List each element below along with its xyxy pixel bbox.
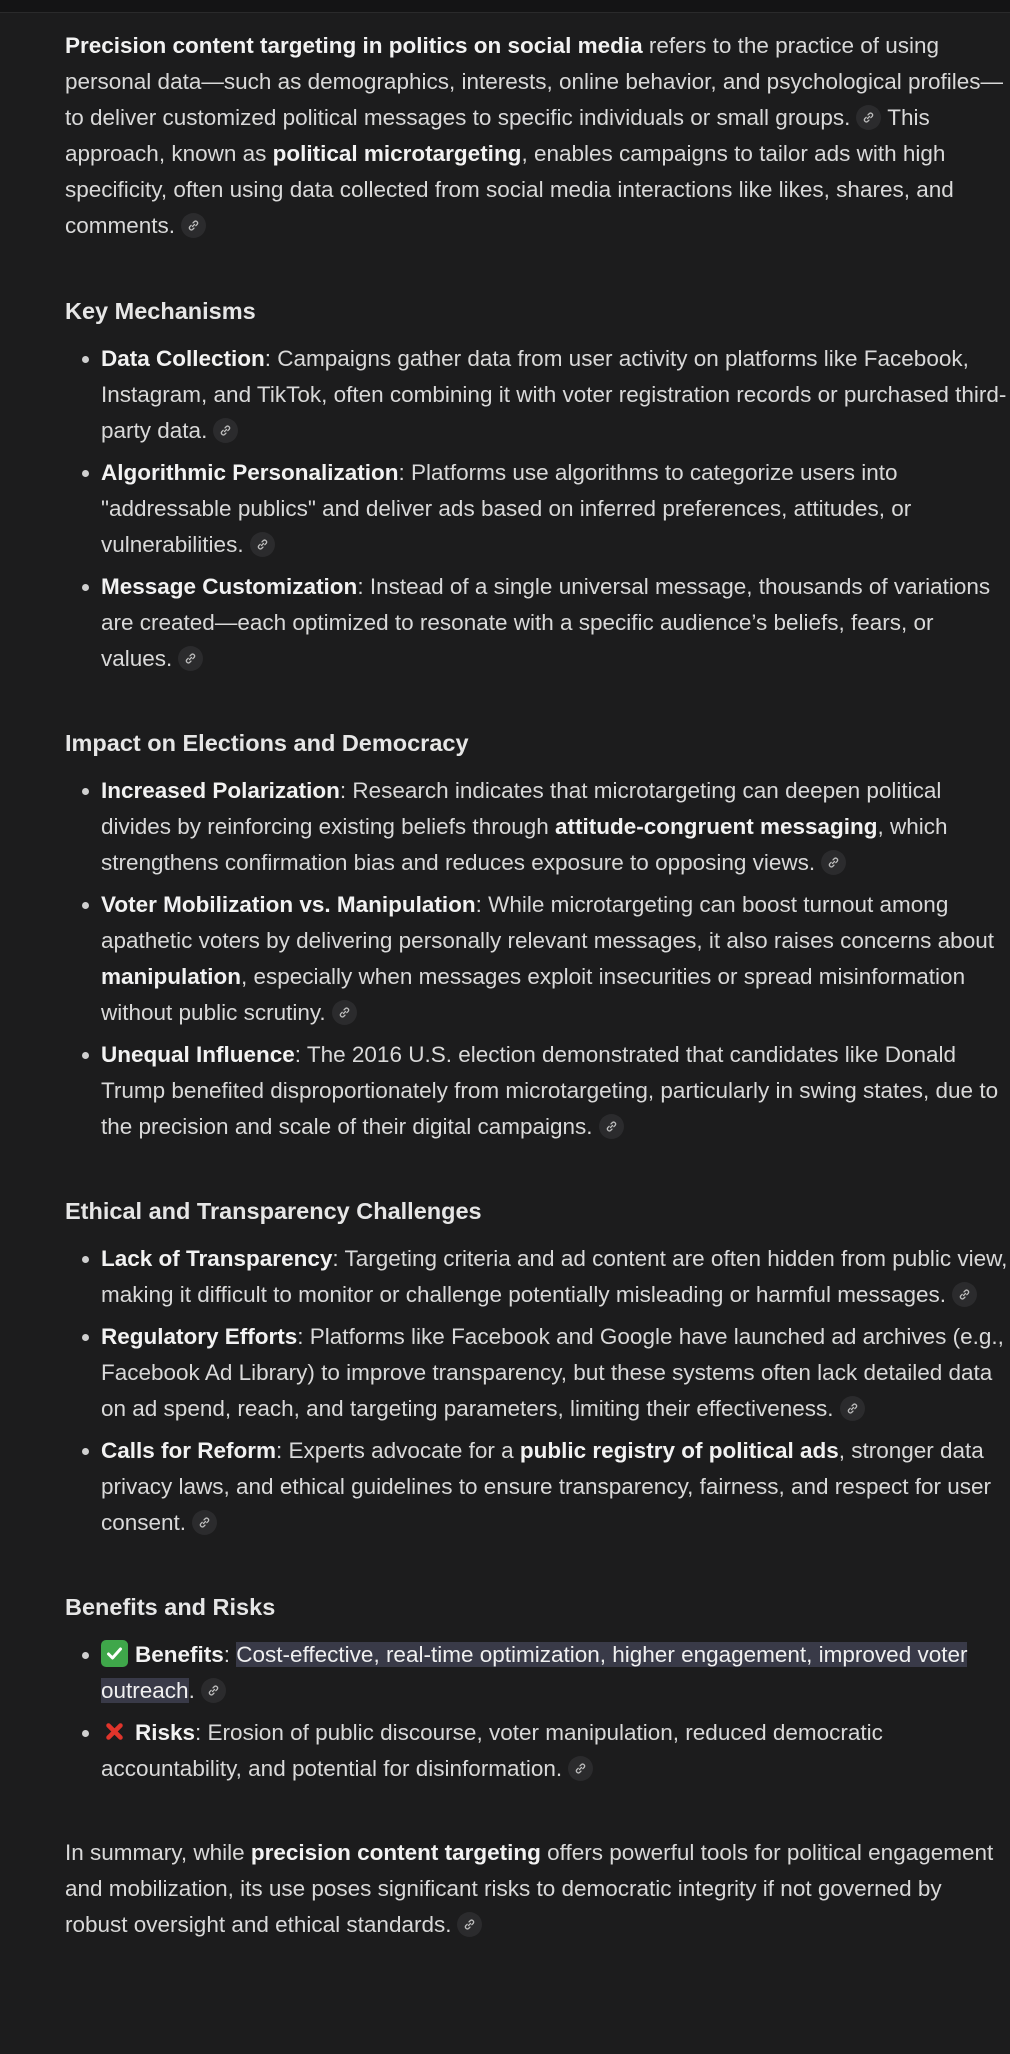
item-bold-label: Increased Polarization bbox=[101, 778, 340, 803]
citation-link-icon[interactable] bbox=[952, 1282, 977, 1307]
item-text: : The 2016 U.S. election demonstrated that candidates like Donald Trump benefited disproportionately from microtargeting, particularly in swing states, due to the precision and scale of their digital campaigns. bbox=[101, 1042, 999, 1139]
intro-bold-term: Precision content targeting in politics on social media bbox=[65, 33, 643, 58]
citation-link-icon[interactable] bbox=[178, 646, 203, 671]
list-item bbox=[101, 1433, 1010, 1541]
answer-content bbox=[65, 28, 1010, 1943]
item-text: : Platforms use algorithms to categorize users into "addressable publics" and deliver ads based on inferred preferences, attitudes, or vulnerabilities. bbox=[101, 460, 912, 557]
impact-list bbox=[65, 773, 1010, 1145]
item-text: : Targeting criteria and ad content are often hidden from public view, making it difficult to monitor or challenge potentially misleading or harmful messages. bbox=[101, 1246, 1008, 1307]
list-item bbox=[101, 1037, 1010, 1145]
citation-link-icon[interactable] bbox=[250, 532, 275, 557]
item-text: : Campaigns gather data from user activity on platforms like Facebook, Instagram, and TikTok, often combining it with voter registration records or purchased third-party data. bbox=[101, 346, 1007, 443]
item-text: : Experts advocate for a bbox=[276, 1438, 520, 1463]
list-item bbox=[101, 1241, 1010, 1313]
citation-link-icon[interactable] bbox=[332, 1000, 357, 1025]
item-text: : Instead of a single universal message, thousands of variations are created—each optimized to resonate with a specific audience’s beliefs, fears, or values. bbox=[101, 574, 991, 671]
item-bold-term: manipulation bbox=[101, 964, 241, 989]
citation-link-icon[interactable] bbox=[213, 418, 238, 443]
item-bold-term: attitude-congruent messaging bbox=[555, 814, 878, 839]
item-bold-term: public registry of political ads bbox=[519, 1438, 839, 1463]
item-bold-label: Message Customization bbox=[101, 574, 358, 599]
mechanisms-list bbox=[65, 341, 1010, 677]
item-text: : bbox=[223, 1642, 237, 1667]
item-text: : Platforms like Facebook and Google have launched ad archives (e.g., Facebook Ad Library) to improve transparency, but these systems often lack detailed data on ad spend, reach, and targeting parameters, limiting their effectiveness. bbox=[101, 1324, 1004, 1421]
citation-link-icon[interactable] bbox=[457, 1912, 482, 1937]
list-item bbox=[101, 1319, 1010, 1427]
summary-text: offers powerful tools for political engagement and mobilization, its use poses significant risks to democratic integrity if not governed by robust oversight and ethical standards. bbox=[65, 1840, 994, 1937]
intro-text: This approach, known as bbox=[65, 105, 930, 166]
list-item bbox=[101, 1715, 1010, 1787]
citation-link-icon[interactable] bbox=[201, 1678, 226, 1703]
item-bold-label: Data Collection bbox=[101, 346, 265, 371]
highlighted-text: Cost-effective, real-time optimization, higher engagement, improved voter outreach bbox=[101, 1642, 968, 1703]
citation-link-icon[interactable] bbox=[568, 1756, 593, 1781]
list-item bbox=[101, 773, 1010, 881]
section-heading-mechanisms: Key Mechanisms bbox=[65, 298, 256, 324]
list-item bbox=[101, 1637, 1010, 1709]
summary-paragraph bbox=[65, 1835, 1010, 1943]
item-bold-label: Calls for Reform bbox=[101, 1438, 277, 1463]
item-text: : Research indicates that microtargeting can deepen political divides by reinforcing existing beliefs through bbox=[101, 778, 942, 839]
item-bold-label: Lack of Transparency bbox=[101, 1246, 333, 1271]
list-item bbox=[101, 455, 1010, 563]
cross-emoji-icon bbox=[101, 1718, 128, 1745]
benefits-list bbox=[65, 1637, 1010, 1787]
summary-bold-term: precision content targeting bbox=[250, 1840, 541, 1865]
citation-link-icon[interactable] bbox=[192, 1510, 217, 1535]
intro-text: refers to the practice of using personal data—such as demographics, interests, online behavior, and psychological profiles—to deliver customized political messages to specific individuals or small groups. bbox=[65, 33, 1004, 130]
list-item bbox=[101, 569, 1010, 677]
summary-text: In summary, while bbox=[65, 1840, 251, 1865]
item-bold-label: Benefits bbox=[135, 1642, 224, 1667]
section-heading-ethics: Ethical and Transparency Challenges bbox=[65, 1198, 482, 1224]
check-emoji-icon bbox=[101, 1640, 128, 1667]
item-bold-label: Regulatory Efforts bbox=[101, 1324, 298, 1349]
citation-link-icon[interactable] bbox=[599, 1114, 624, 1139]
item-bold-label: Algorithmic Personalization bbox=[101, 460, 399, 485]
citation-link-icon[interactable] bbox=[856, 105, 881, 130]
ethics-list bbox=[65, 1241, 1010, 1541]
item-text: , stronger data privacy laws, and ethical guidelines to ensure transparency, fairness, and respect for user consent. bbox=[101, 1438, 992, 1535]
section-heading-impact: Impact on Elections and Democracy bbox=[65, 730, 469, 756]
list-item bbox=[101, 887, 1010, 1031]
item-text: . bbox=[188, 1678, 195, 1703]
item-text: : While microtargeting can boost turnout among apathetic voters by delivering personally relevant messages, it also raises concerns about bbox=[101, 892, 994, 953]
item-bold-label: Unequal Influence bbox=[101, 1042, 295, 1067]
item-text: , which strengthens confirmation bias and reduces exposure to opposing views. bbox=[101, 814, 948, 875]
intro-bold-term: political microtargeting bbox=[272, 141, 522, 166]
item-text: , especially when messages exploit insecurities or spread misinformation without public scrutiny. bbox=[101, 964, 966, 1025]
citation-link-icon[interactable] bbox=[840, 1396, 865, 1421]
item-bold-label: Risks bbox=[135, 1720, 196, 1745]
intro-paragraph bbox=[65, 28, 1010, 244]
item-bold-label: Voter Mobilization vs. Manipulation bbox=[101, 892, 476, 917]
intro-text: , enables campaigns to tailor ads with high specificity, often using data collected from social media interactions like likes, shares, and comments. bbox=[65, 141, 954, 238]
citation-link-icon[interactable] bbox=[181, 213, 206, 238]
item-text: : Erosion of public discourse, voter manipulation, reduced democratic accountability, and potential for disinformation. bbox=[101, 1720, 883, 1781]
section-heading-benefits: Benefits and Risks bbox=[65, 1594, 276, 1620]
top-toolbar-strip bbox=[0, 0, 1010, 13]
citation-link-icon[interactable] bbox=[821, 850, 846, 875]
list-item bbox=[101, 341, 1010, 449]
